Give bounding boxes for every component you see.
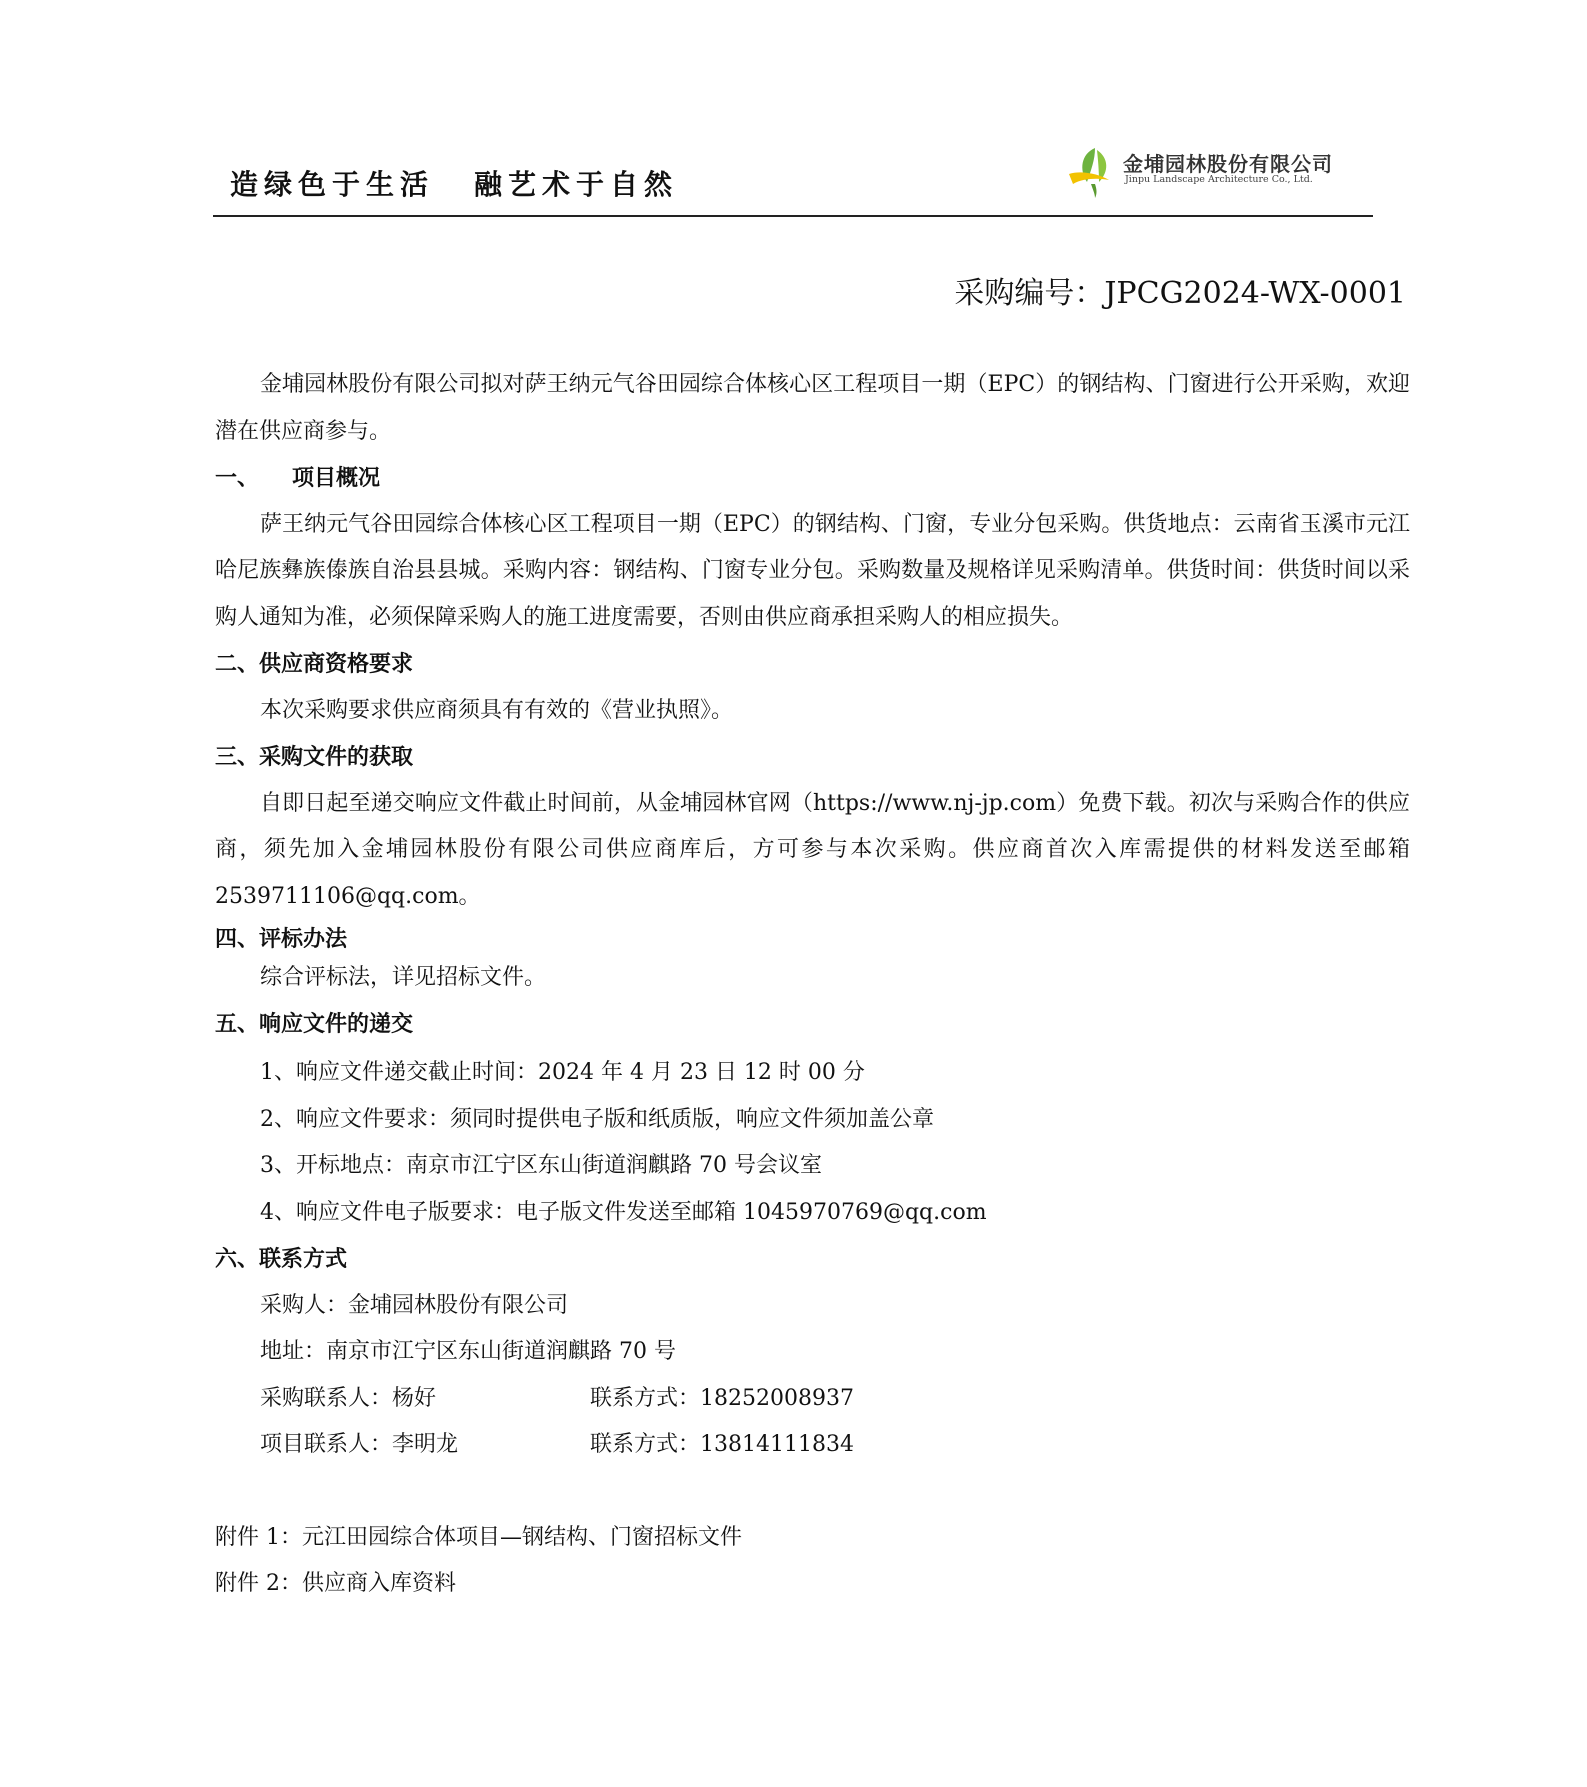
contact-row xyxy=(215,1376,1410,1423)
section-2-body: 本次采购要求供应商须具有有效的《营业执照》。 xyxy=(260,697,734,723)
address-line: 地址：南京市江宁区东山街道润麒路 70 号 xyxy=(260,1339,676,1364)
intro-paragraph: 金埔园林股份有限公司拟对萨王纳元气谷田园综合体核心区工程项目一期（EPC）的钢结构、门窗进行公开采购，欢迎潜在供应商参与。 xyxy=(215,372,1410,444)
header-divider xyxy=(213,215,1373,217)
section-1-heading xyxy=(215,455,1410,502)
document-body xyxy=(215,362,1410,1608)
leaf-logo-icon xyxy=(1065,140,1123,200)
section-3-body: 自即日起至递交响应文件截止时间前，从金埔园林官网（https://www.nj-jp.com）免费下载。初次与采购合作的供应商，须先加入金埔园林股份有限公司供应商库后，方可参与本次采购。供应商首次入库需提供的材料发送至邮箱 2539711106@qq.com。 xyxy=(215,790,1410,909)
contact-phone: 联系方式：13814111834 xyxy=(590,1432,854,1457)
attachment-1: 附件 1：元江田园综合体项目—钢结构、门窗招标文件 xyxy=(215,1524,742,1550)
header-slogan xyxy=(230,163,678,203)
section-2-heading: 二、供应商资格要求 xyxy=(215,651,414,677)
section-6-heading: 六、联系方式 xyxy=(215,1246,348,1272)
section-1-body: 萨王纳元气谷田园综合体核心区工程项目一期（EPC）的钢结构、门窗，专业分包采购。供货地点：云南省玉溪市元江哈尼族彝族傣族自治县县城。采购内容：钢结构、门窗专业分包。采购数量及规格详见采购清单。供货时间：供货时间以采购人通知为准，必须保障采购人的施工进度需要，否则由供应商承担采购人的相应损失。 xyxy=(215,511,1410,630)
section-5-heading: 五、响应文件的递交 xyxy=(215,1011,414,1037)
contact-phone: 联系方式：18252008937 xyxy=(590,1385,854,1411)
section-5-item-2: 2、响应文件要求：须同时提供电子版和纸质版，响应文件须加盖公章 xyxy=(260,1106,934,1132)
section-5-item-3: 3、开标地点：南京市江宁区东山街道润麒路 70 号会议室 xyxy=(260,1153,822,1178)
section-1-number: 一、 xyxy=(215,465,260,491)
section-4-heading: 四、评标办法 xyxy=(215,926,348,952)
logo-company-name: 金埔园林股份有限公司 xyxy=(1123,152,1333,176)
section-5-item-1: 1、响应文件递交截止时间：2024 年 4 月 23 日 12 时 00 分 xyxy=(260,1060,865,1085)
logo-company-name-en: Jinpu Landscape Architecture Co., Ltd. xyxy=(1125,174,1313,185)
company-logo xyxy=(1065,140,1365,200)
slogan-part-2: 融艺术于自然 xyxy=(474,168,679,201)
purchaser-line: 采购人：金埔园林股份有限公司 xyxy=(260,1292,569,1318)
section-1-title: 项目概况 xyxy=(292,465,381,491)
contact-person: 项目联系人：李明龙 xyxy=(260,1432,459,1457)
attachment-2: 附件 2：供应商入库资料 xyxy=(215,1571,456,1596)
contact-person: 采购联系人：杨好 xyxy=(260,1385,437,1411)
section-5-item-4: 4、响应文件电子版要求：电子版文件发送至邮箱 1045970769@qq.com xyxy=(260,1199,987,1225)
procurement-number: 采购编号：JPCG2024-WX-0001 xyxy=(954,276,1406,311)
section-3-heading: 三、采购文件的获取 xyxy=(215,744,414,770)
section-4-body: 综合评标法，详见招标文件。 xyxy=(260,965,547,990)
contact-row xyxy=(215,1422,1410,1469)
slogan-part-1: 造绿色于生活 xyxy=(230,168,435,201)
